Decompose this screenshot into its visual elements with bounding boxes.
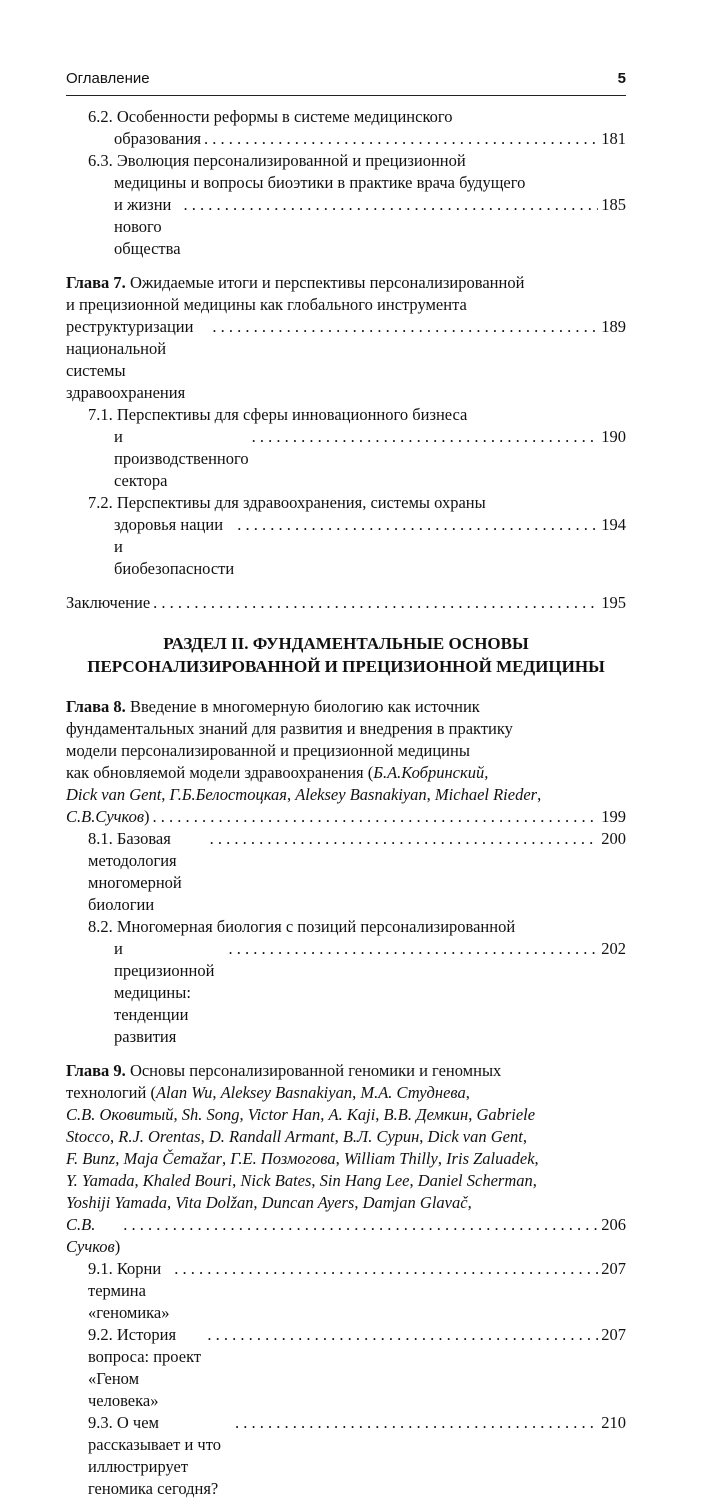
page-ref: 189 xyxy=(601,317,626,336)
author: Nick Bates xyxy=(240,1171,312,1190)
author: Dick van Gent xyxy=(66,785,162,804)
part-title: РАЗДЕЛ II. ФУНДАМЕНТАЛЬНЫЕ ОСНОВЫ ПЕРСОНАЛИЗИРОВАННОЙ И ПРЕЦИЗИОННОЙ МЕДИЦИНЫ xyxy=(87,634,605,676)
chapter-label: Глава 7. xyxy=(66,273,126,292)
author: Г.Е. Позмогова xyxy=(230,1149,336,1168)
author: С.В. Сучков xyxy=(66,1215,115,1256)
author: F. Bunz xyxy=(66,1149,116,1168)
toc-entry-6-3[interactable]: 6.3. Эволюция персонализированной и прецизионной медицины и вопросы биоэтики в практике врача будущего и жизни нового общества . . . 185 xyxy=(66,150,626,260)
chapter-label: Глава 9. xyxy=(66,1061,126,1080)
author: Yoshiji Yamada xyxy=(66,1193,168,1212)
leader-dots xyxy=(235,1412,598,1434)
author: М.А. Студнева xyxy=(360,1083,466,1102)
table-of-contents xyxy=(66,106,626,1500)
author: Aleksey Basnakiyan xyxy=(295,785,427,804)
author: Michael Rieder xyxy=(434,785,538,804)
toc-entry-9-1[interactable]: 9.1. Корни термина «геномика» . . . 207 xyxy=(66,1258,626,1324)
toc-chapter-8[interactable]: Глава 8. Введение в многомерную биологию как источник фундаментальных знаний для развития и внедрения в практику модели персонализированной и прецизионной медицины как обновляемой модели здравоохранения (Б.А.Кобринский, Dick van Gent, Г.Б.Белостоцкая, Aleksey Basnakiyan, Michael Rieder, С.В.Сучков) . . . 199 xyxy=(66,696,626,828)
author: Duncan Ayers xyxy=(261,1193,355,1212)
author: Maja Čemažar xyxy=(123,1149,222,1168)
page-ref: 194 xyxy=(601,515,626,534)
page-ref: 190 xyxy=(601,427,626,446)
leader-dots xyxy=(210,828,599,850)
leader-dots xyxy=(153,592,598,614)
author: Dick van Gent xyxy=(427,1127,523,1146)
author: Г.Б.Белостоцкая xyxy=(169,785,287,804)
leader-dots xyxy=(207,1324,598,1346)
author: William Thilly xyxy=(343,1149,438,1168)
author: Khaled Bouri xyxy=(142,1171,233,1190)
author: Sh. Song xyxy=(181,1105,240,1124)
author: С.В. Оковитый xyxy=(66,1105,174,1124)
author: С.В.Сучков xyxy=(66,807,145,826)
author: Vita Dolžan xyxy=(175,1193,254,1212)
toc-entry-9-2[interactable]: 9.2. История вопроса: проект «Геном человека» . . . 207 xyxy=(66,1324,626,1412)
author: В.Л. Сурин xyxy=(342,1127,420,1146)
author: A. Kaji xyxy=(328,1105,376,1124)
author: Victor Han xyxy=(247,1105,321,1124)
author: Daniel Scherman xyxy=(417,1171,533,1190)
running-head xyxy=(66,70,626,92)
author: Iris Zaluadek xyxy=(446,1149,535,1168)
author: В.В. Демкин xyxy=(383,1105,469,1124)
toc-entry-7-1[interactable]: 7.1. Перспективы для сферы инновационного бизнеса и производственного сектора . . . 190 xyxy=(66,404,626,492)
page-ref: 202 xyxy=(601,939,626,958)
toc-entry-7-2[interactable]: 7.2. Перспективы для здравоохранения, системы охраны здоровья нации и биобезопасности . . . 194 xyxy=(66,492,626,580)
leader-dots xyxy=(228,938,598,960)
author: Б.А.Кобринский, xyxy=(373,763,489,782)
leader-dots xyxy=(153,806,599,828)
leader-dots xyxy=(212,316,598,338)
leader-dots xyxy=(237,514,598,536)
page-ref: 199 xyxy=(601,807,626,826)
leader-dots xyxy=(204,128,598,150)
author: Aleksey Basnakiyan xyxy=(220,1083,353,1102)
page-ref: 207 xyxy=(601,1325,626,1344)
leader-dots xyxy=(252,426,599,448)
page-ref: 181 xyxy=(601,129,626,148)
toc-chapter-7[interactable]: Глава 7. Ожидаемые итоги и перспективы персонализированной и прецизионной медицины как глобального инструмента реструктуризации национальной системы здравоохранения . . . 189 xyxy=(66,272,626,404)
running-head-title: Оглавление xyxy=(66,70,150,87)
author: Damjan Glavač xyxy=(362,1193,468,1212)
toc-entry-8-1[interactable]: 8.1. Базовая методология многомерной биологии . . . 200 xyxy=(66,828,626,916)
author: Y. Yamada xyxy=(66,1171,135,1190)
author: R.J. Orentas xyxy=(118,1127,201,1146)
author: Gabriele xyxy=(476,1105,536,1124)
page-number: 5 xyxy=(617,70,626,87)
toc-entry-8-2[interactable]: 8.2. Многомерная биология с позиций персонализированной и прецизионной медицины: тенденции развития . . . 202 xyxy=(66,916,626,1048)
page-ref: 200 xyxy=(601,829,626,848)
leader-dots xyxy=(123,1214,598,1236)
author: Alan Wu xyxy=(155,1083,213,1102)
toc-entry-9-3[interactable]: 9.3. О чем рассказывает и что иллюстрирует геномика сегодня? . . . 210 xyxy=(66,1412,626,1500)
toc-chapter-9[interactable]: Глава 9. Основы персонализированной геномики и геномных технологий (Alan Wu, Aleksey Basnakiyan, М.А. Студнева, С.В. Оковитый, Sh. Song, Victor Han, A. Kaji, В.В. Демкин, Gabriele Stocco, R.J. Orentas, D. Randall Armant, В.Л. Сурин, Dick van Gent, F. Bunz, Maja Čemažar, Г.Е. Позмогова, William Thilly, Iris Zaluadek, Y. Yamada, Khaled Bouri, Nick Bates, Sin Hang Lee, Daniel Scherman, Yoshiji Yamada, Vita Dolžan, Duncan Ayers, Damjan Glavač, С.В. Сучков) . . . 206 xyxy=(66,1060,626,1258)
header-rule xyxy=(66,95,626,96)
page-ref: 206 xyxy=(601,1215,626,1234)
toc-conclusion[interactable]: Заключение . . . 195 xyxy=(66,592,626,614)
chapter-label: Глава 8. xyxy=(66,697,126,716)
author: Stocco xyxy=(66,1127,110,1146)
leader-dots xyxy=(174,1258,598,1280)
author: Sin Hang Lee xyxy=(319,1171,410,1190)
page-ref: 210 xyxy=(601,1413,626,1432)
book-page xyxy=(66,0,626,1498)
author: D. Randall Armant xyxy=(208,1127,335,1146)
page-ref: 185 xyxy=(601,195,626,214)
leader-dots xyxy=(184,194,599,216)
page-ref: 207 xyxy=(601,1259,626,1278)
page-ref: 195 xyxy=(601,593,626,612)
toc-entry-6-2[interactable]: 6.2. Особенности реформы в системе медицинского образования . . . 181 xyxy=(66,106,626,150)
